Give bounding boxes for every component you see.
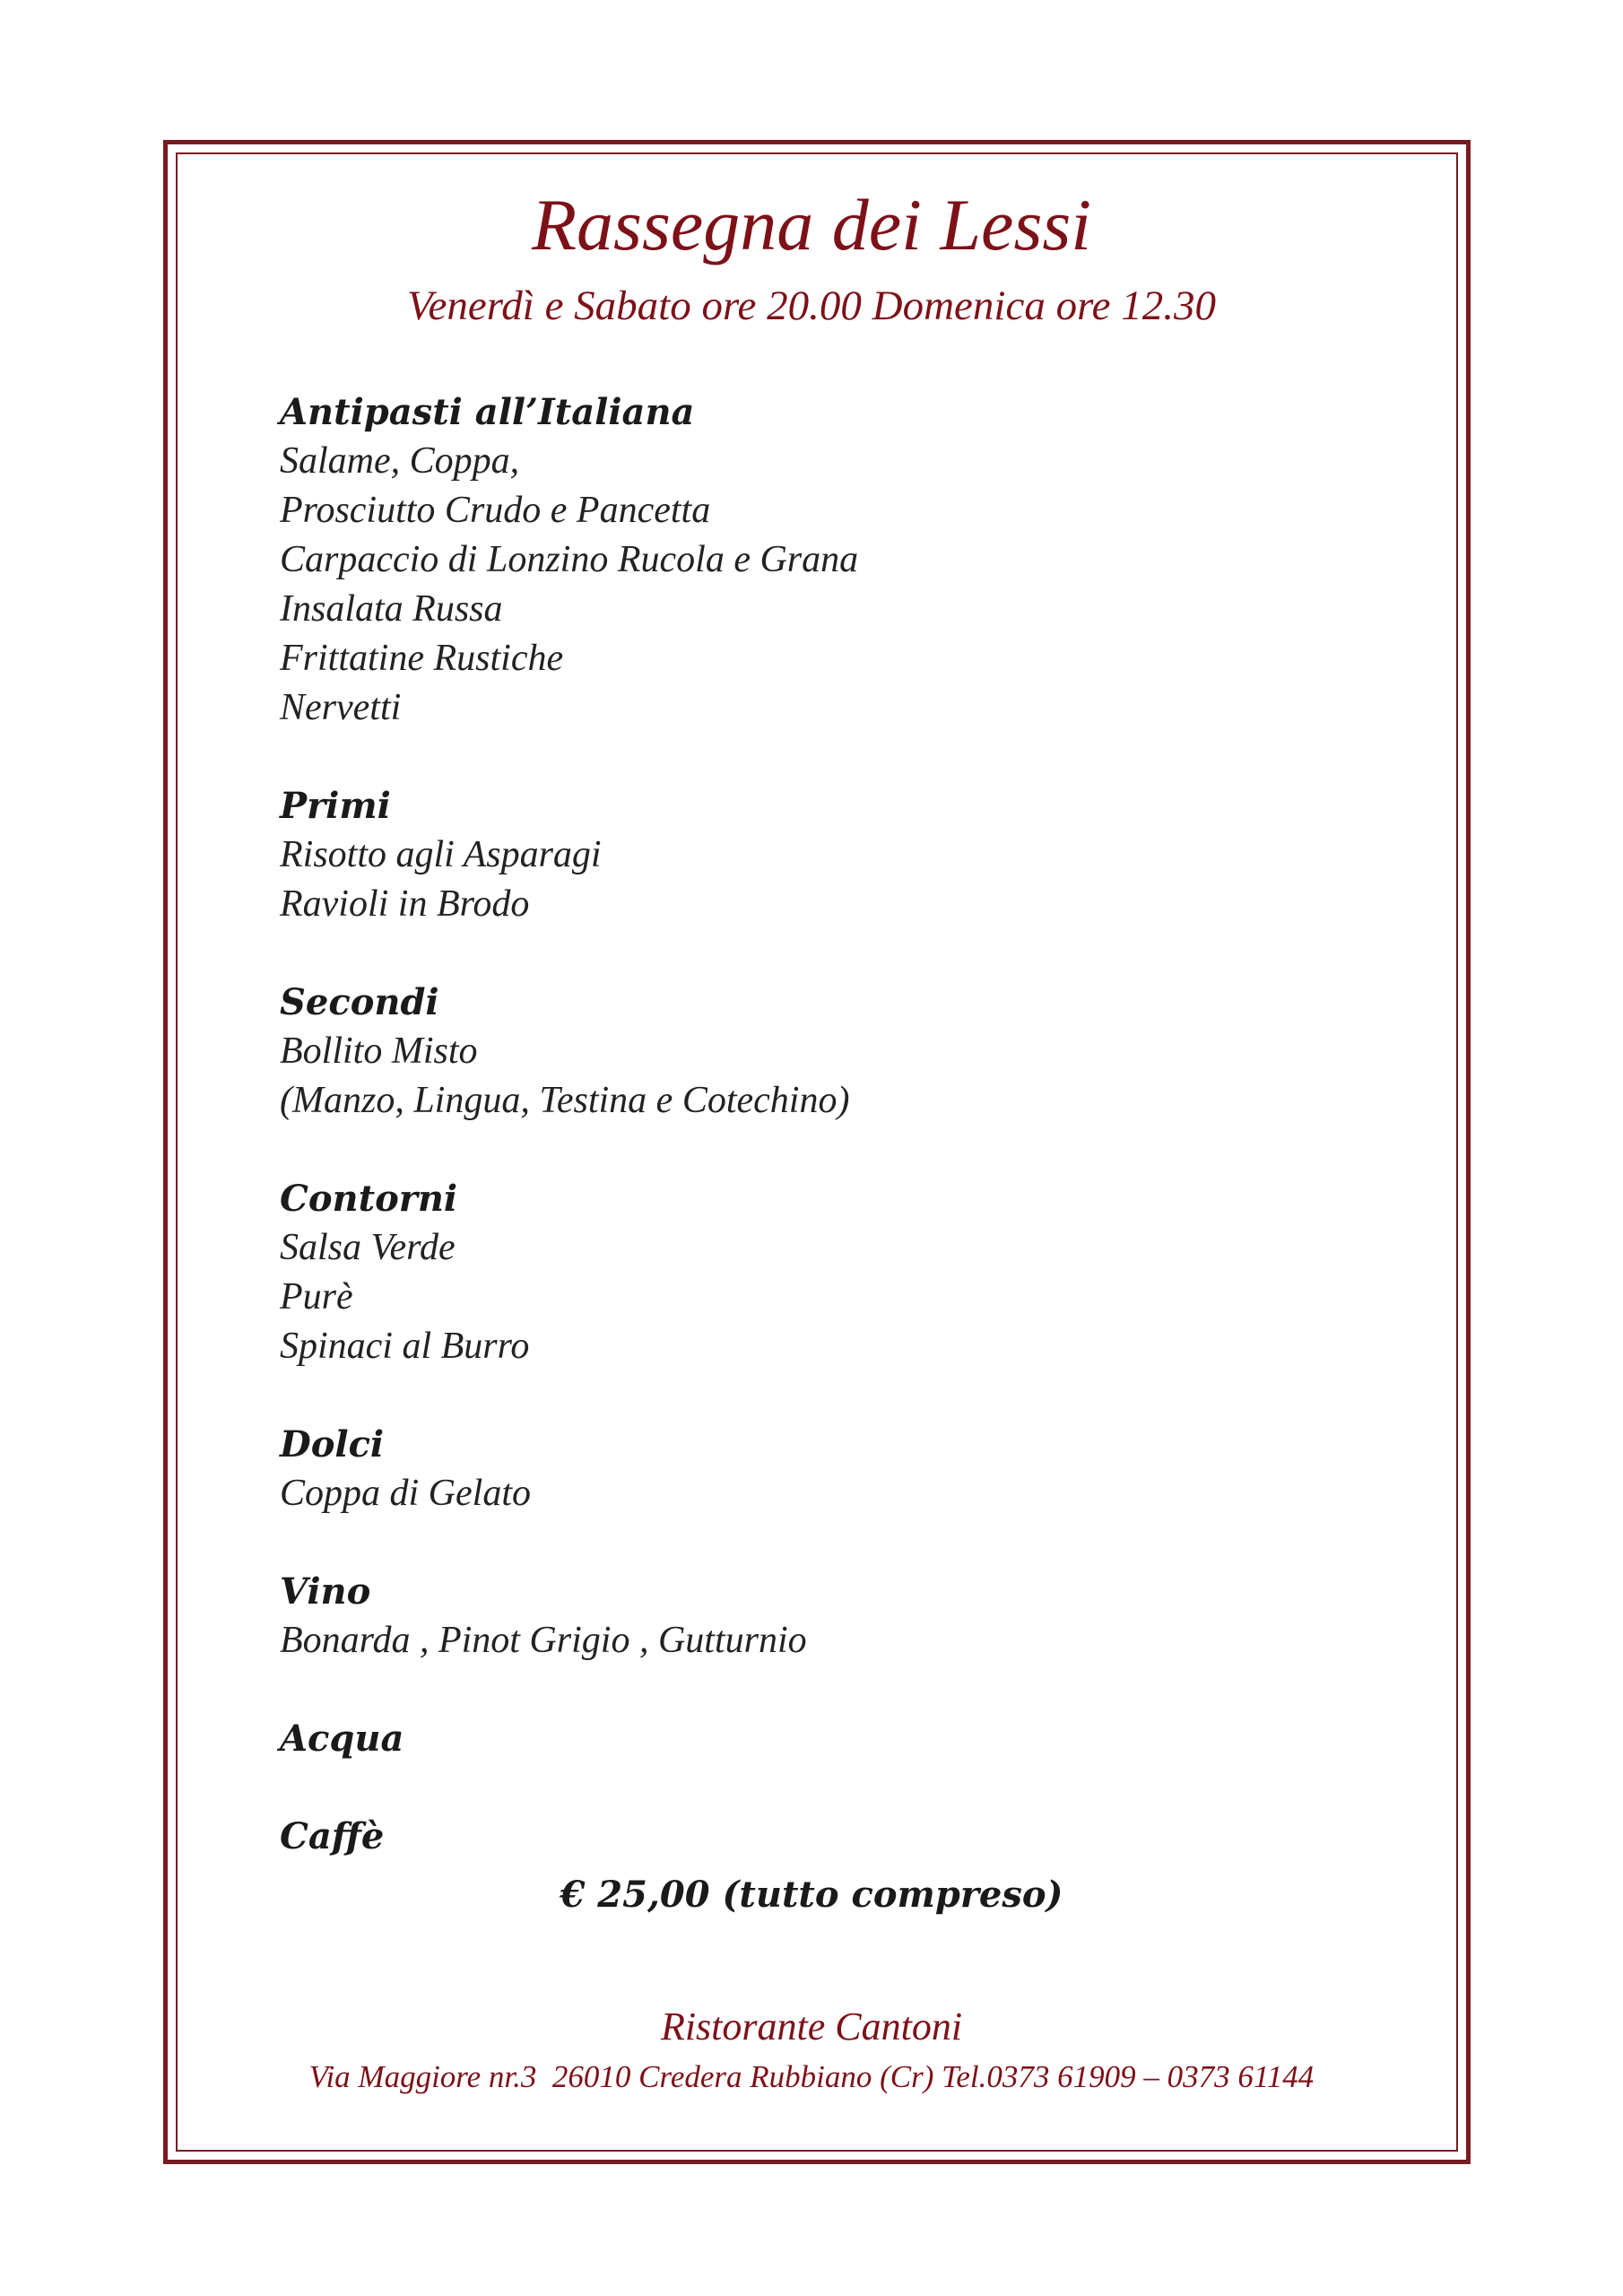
section-title: Caffè: [280, 1815, 385, 1857]
menu-item: Spinaci al Burro: [280, 1326, 530, 1367]
section-title: Dolci: [280, 1423, 385, 1465]
section-secondi: [280, 978, 1356, 1126]
section-contorni: [280, 1174, 1356, 1371]
menu-item: Bonarda , Pinot Grigio , Gutturnio: [280, 1620, 807, 1661]
menu-item: (Manzo, Lingua, Testina e Cotechino): [280, 1080, 850, 1121]
menu-item: Nervetti: [280, 687, 402, 728]
restaurant-name: Ristorante Cantoni: [660, 2005, 963, 2048]
menu-body: [280, 387, 1356, 1861]
section-vino: [280, 1567, 1356, 1665]
menu-item: Salame, Coppa,: [280, 440, 520, 482]
section-title: Secondi: [280, 981, 439, 1023]
section-antipasti: [280, 387, 1356, 733]
menu-item: Insalata Russa: [280, 588, 503, 630]
menu-item: Coppa di Gelato: [280, 1473, 531, 1514]
restaurant-address: Via Maggiore nr.3 26010 Credera Rubbiano (Cr) Tel.0373 61909 – 0373 61144: [308, 2059, 1315, 2094]
menu-item: Bollito Misto: [280, 1031, 478, 1072]
section-dolci: [280, 1420, 1356, 1518]
menu-item: Purè: [280, 1276, 353, 1318]
section-acqua: [280, 1714, 1356, 1763]
menu-item: Risotto agli Asparagi: [280, 834, 602, 875]
menu-item: Salsa Verde: [280, 1227, 456, 1268]
section-title: Vino: [280, 1570, 371, 1613]
section-title: Primi: [280, 785, 391, 827]
menu-schedule: Venerdì e Sabato ore 20.00 Domenica ore 12.30: [407, 283, 1216, 329]
menu-price: € 25,00 (tutto compreso): [560, 1874, 1063, 1916]
menu-item: Frittatine Rustiche: [280, 638, 564, 679]
section-title: Acqua: [280, 1718, 404, 1760]
section-title: Antipasti all’Italiana: [280, 391, 695, 433]
menu-title: Rassegna dei Lessi: [531, 184, 1092, 265]
menu-item: Prosciutto Crudo e Pancetta: [280, 490, 711, 531]
section-primi: [280, 781, 1356, 929]
section-title: Contorni: [280, 1178, 458, 1220]
section-caffe: [280, 1812, 1356, 1861]
menu-item: Ravioli in Brodo: [280, 883, 530, 925]
menu-item: Carpaccio di Lonzino Rucola e Grana: [280, 539, 859, 580]
